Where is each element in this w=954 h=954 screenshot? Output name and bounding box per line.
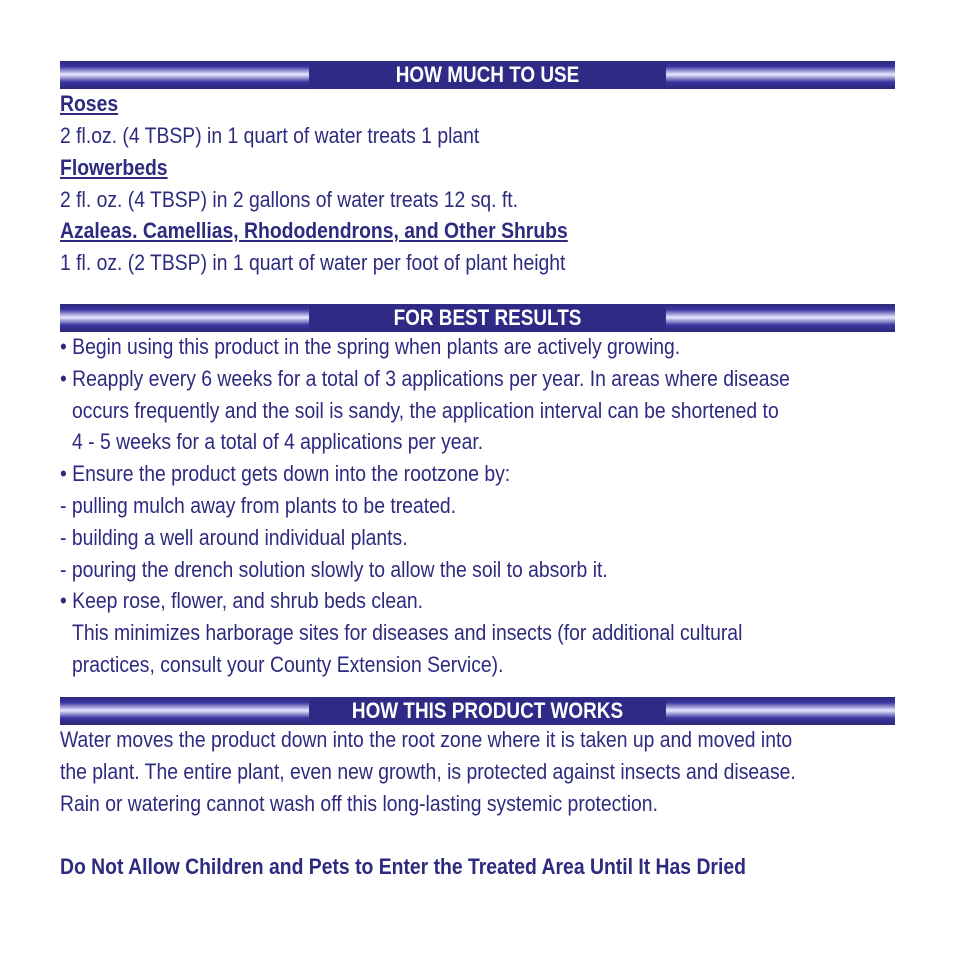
list-item: - pulling mulch away from plants to be treated. [60,493,457,518]
list-item: practices, consult your County Extension Service). [72,652,504,677]
list-item: • Begin using this product in the spring when plants are actively growing. [60,334,681,359]
paragraph-line: Water moves the product down into the root zone where it is taken up and moved into [60,727,793,752]
section-header-how-much [60,61,895,89]
paragraph-line: the plant. The entire plant, even new growth, is protected against insects and disease. [60,759,796,784]
list-item: • Reapply every 6 weeks for a total of 3 applications per year. In areas where disease [60,366,790,391]
warning-text: Do Not Allow Children and Pets to Enter the Treated Area Until It Has Dried [60,854,746,879]
roses-heading: Roses [60,91,119,116]
flowerbeds-heading: Flowerbeds [60,155,168,180]
shrubs-heading: Azaleas. Camellias, Rhododendrons, and Other Shrubs [60,218,568,243]
section-header-best-results [60,304,895,332]
roses-text: 2 fl.oz. (4 TBSP) in 1 quart of water treats 1 plant [60,123,480,148]
list-item: - building a well around individual plants. [60,525,408,550]
section-title: FOR BEST RESULTS [309,304,666,332]
list-item: • Ensure the product gets down into the rootzone by: [60,461,511,486]
paragraph-line: Rain or watering cannot wash off this long-lasting systemic protection. [60,791,658,816]
list-item: • Keep rose, flower, and shrub beds clean. [60,588,424,613]
shrubs-text: 1 fl. oz. (2 TBSP) in 1 quart of water per foot of plant height [60,250,566,275]
flowerbeds-text: 2 fl. oz. (4 TBSP) in 2 gallons of water treats 12 sq. ft. [60,187,519,212]
list-item: 4 - 5 weeks for a total of 4 applications per year. [72,429,484,454]
list-item: occurs frequently and the soil is sandy, the application interval can be shortened to [72,398,779,423]
section-title: HOW MUCH TO USE [309,61,666,89]
list-item: - pouring the drench solution slowly to allow the soil to absorb it. [60,557,608,582]
section-header-how-works [60,697,895,725]
section-title: HOW THIS PRODUCT WORKS [309,697,666,725]
list-item: This minimizes harborage sites for diseases and insects (for additional cultural [72,620,743,645]
